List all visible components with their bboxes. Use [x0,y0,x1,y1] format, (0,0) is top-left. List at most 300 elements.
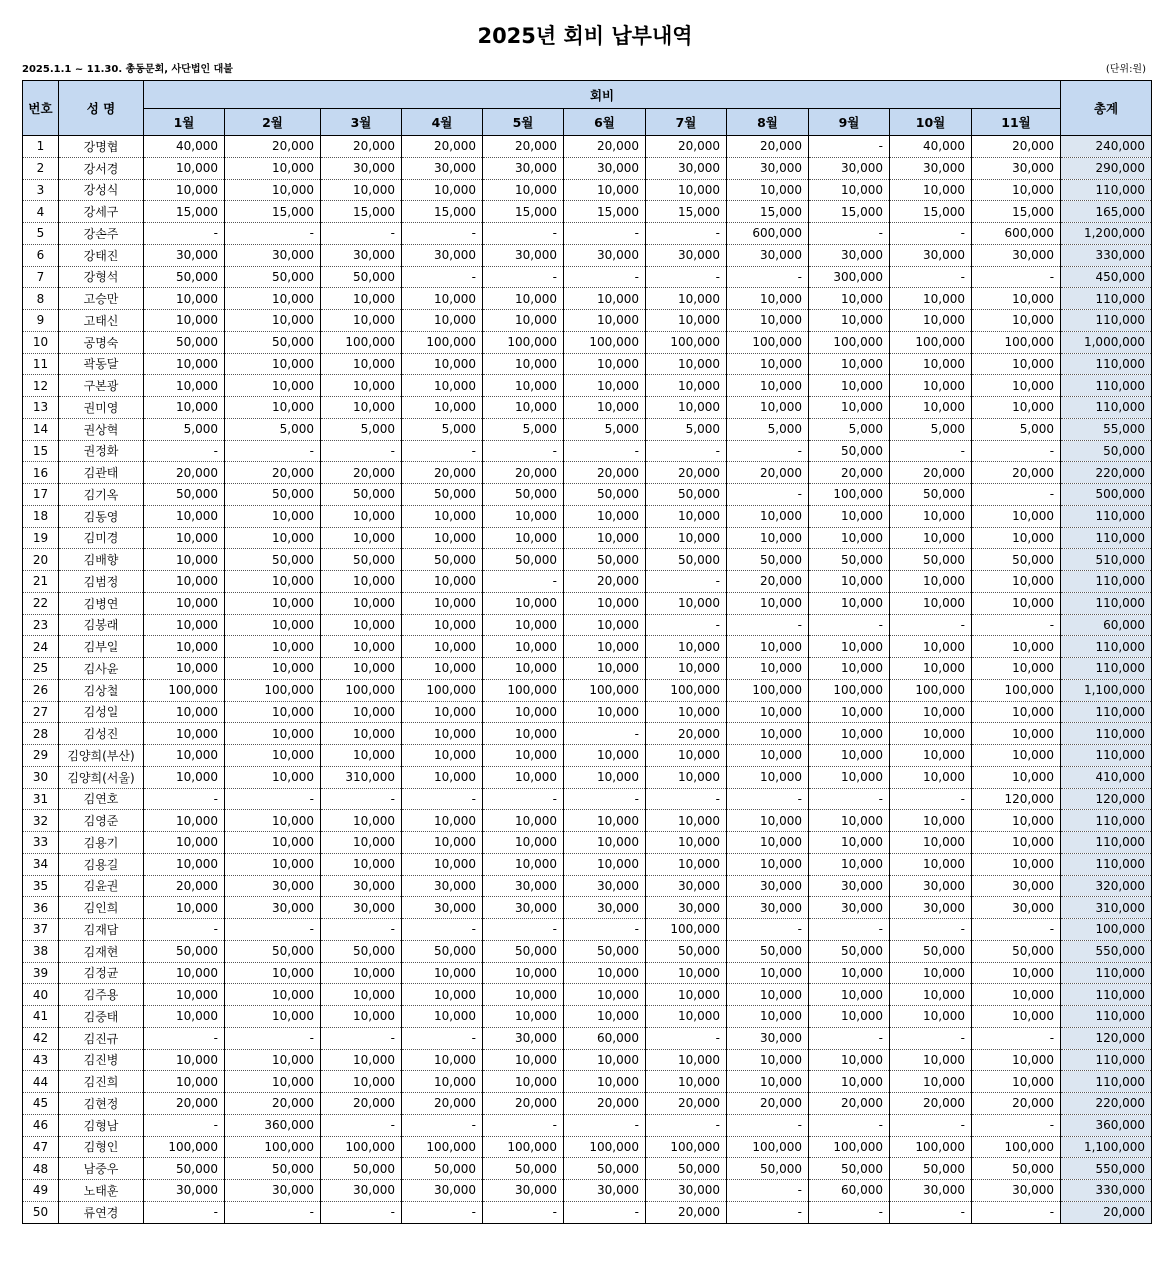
month-amount: 10,000 [727,723,809,745]
month-amount: 10,000 [321,1049,402,1071]
row-total: 110,000 [1061,658,1152,680]
month-amount: 10,000 [972,375,1061,397]
table-row [23,897,1152,919]
month-amount: 10,000 [890,1071,972,1093]
row-number: 3 [23,179,59,201]
member-name: 구본광 [59,375,144,397]
month-amount: 50,000 [225,549,321,571]
month-amount: 310,000 [321,766,402,788]
month-amount: 10,000 [321,1071,402,1093]
row-number: 24 [23,636,59,658]
month-amount: 10,000 [809,745,890,767]
member-name: 김양희(부산) [59,745,144,767]
month-amount: 10,000 [321,505,402,527]
month-amount: 10,000 [321,527,402,549]
month-amount: 10,000 [727,527,809,549]
month-amount: 10,000 [483,658,564,680]
month-amount: 100,000 [483,1136,564,1158]
month-amount: 10,000 [809,658,890,680]
month-amount: 10,000 [321,853,402,875]
month-amount: 10,000 [809,179,890,201]
table-row [23,1158,1152,1180]
member-name: 권상혁 [59,418,144,440]
member-name: 김봉래 [59,614,144,636]
month-amount: 10,000 [564,1006,646,1028]
table-row [23,766,1152,788]
month-amount: 10,000 [483,1006,564,1028]
month-amount: 30,000 [402,1180,483,1202]
month-amount: 30,000 [890,897,972,919]
month-amount: - [646,571,727,593]
month-amount: 50,000 [402,940,483,962]
month-amount: 50,000 [809,940,890,962]
month-amount: 100,000 [402,679,483,701]
header-name: 성 명 [59,81,144,136]
month-amount: 30,000 [809,244,890,266]
header-fee: 회비 [144,81,1061,109]
month-amount: 20,000 [564,136,646,158]
month-amount: 10,000 [972,810,1061,832]
row-total: 110,000 [1061,723,1152,745]
month-amount: 10,000 [225,179,321,201]
row-number: 12 [23,375,59,397]
month-amount: 10,000 [727,962,809,984]
month-amount: 50,000 [727,940,809,962]
month-amount: 15,000 [402,201,483,223]
month-amount: - [144,1201,225,1223]
member-name: 김미경 [59,527,144,549]
month-amount: - [727,440,809,462]
table-row [23,266,1152,288]
month-amount: 20,000 [646,1201,727,1223]
month-amount: 10,000 [890,179,972,201]
month-amount: 10,000 [402,1049,483,1071]
month-amount: 10,000 [646,832,727,854]
month-amount: 10,000 [483,397,564,419]
month-amount: - [402,919,483,941]
month-amount: 10,000 [972,853,1061,875]
month-amount: 10,000 [402,397,483,419]
month-amount: 50,000 [646,940,727,962]
month-amount: 10,000 [890,397,972,419]
month-amount: 10,000 [144,1071,225,1093]
month-amount: 10,000 [483,636,564,658]
month-amount: 10,000 [225,636,321,658]
month-amount: 100,000 [809,679,890,701]
month-amount: 10,000 [972,962,1061,984]
row-total: 110,000 [1061,810,1152,832]
month-amount: 50,000 [646,484,727,506]
month-amount: - [321,919,402,941]
month-amount: 10,000 [646,853,727,875]
row-number: 20 [23,549,59,571]
month-amount: 10,000 [225,310,321,332]
month-amount: 30,000 [809,157,890,179]
member-name: 김진병 [59,1049,144,1071]
month-amount: 50,000 [809,549,890,571]
month-amount: 10,000 [483,832,564,854]
month-amount: 30,000 [564,875,646,897]
header-month: 10월 [890,109,972,136]
row-number: 50 [23,1201,59,1223]
row-number: 22 [23,592,59,614]
month-amount: 10,000 [402,853,483,875]
month-amount: 20,000 [564,571,646,593]
month-amount: 10,000 [972,397,1061,419]
month-amount: - [564,723,646,745]
row-total: 360,000 [1061,1114,1152,1136]
row-total: 290,000 [1061,157,1152,179]
month-amount: 10,000 [890,723,972,745]
row-number: 17 [23,484,59,506]
row-total: 120,000 [1061,1027,1152,1049]
month-amount: 10,000 [564,658,646,680]
month-amount: 20,000 [483,462,564,484]
month-amount: 50,000 [225,1158,321,1180]
row-total: 110,000 [1061,636,1152,658]
month-amount: 10,000 [225,1049,321,1071]
row-total: 330,000 [1061,1180,1152,1202]
month-amount: 20,000 [727,462,809,484]
month-amount: 10,000 [225,397,321,419]
month-amount: 10,000 [564,179,646,201]
month-amount: 10,000 [402,571,483,593]
month-amount: 10,000 [646,962,727,984]
row-total: 110,000 [1061,397,1152,419]
header-month: 6월 [564,109,646,136]
row-total: 110,000 [1061,832,1152,854]
month-amount: 10,000 [646,397,727,419]
month-amount: 10,000 [321,1006,402,1028]
month-amount: 10,000 [646,658,727,680]
month-amount: 15,000 [321,201,402,223]
month-amount: - [972,1201,1061,1223]
month-amount: 10,000 [144,179,225,201]
header-month: 5월 [483,109,564,136]
header-month: 1월 [144,109,225,136]
month-amount: 10,000 [809,1049,890,1071]
month-amount: 20,000 [890,1093,972,1115]
month-amount: 50,000 [972,1158,1061,1180]
month-amount: 50,000 [225,266,321,288]
month-amount: 10,000 [402,375,483,397]
month-amount: 10,000 [809,505,890,527]
row-number: 2 [23,157,59,179]
month-amount: 5,000 [727,418,809,440]
table-row [23,1006,1152,1028]
row-number: 46 [23,1114,59,1136]
month-amount: - [564,919,646,941]
table-row [23,136,1152,158]
member-name: 김성일 [59,701,144,723]
month-amount: 10,000 [483,353,564,375]
month-amount: - [727,919,809,941]
table-row [23,1180,1152,1202]
table-row [23,1201,1152,1223]
month-amount: 20,000 [564,462,646,484]
month-amount: 10,000 [225,745,321,767]
month-amount: - [483,266,564,288]
month-amount: - [144,1027,225,1049]
month-amount: 10,000 [727,505,809,527]
month-amount: 30,000 [483,157,564,179]
month-amount: 10,000 [144,549,225,571]
month-amount: 10,000 [402,505,483,527]
month-amount: 60,000 [809,1180,890,1202]
month-amount: 50,000 [646,549,727,571]
month-amount: 10,000 [402,745,483,767]
month-amount: 30,000 [727,897,809,919]
table-row [23,310,1152,332]
month-amount: 30,000 [646,897,727,919]
member-name: 강태진 [59,244,144,266]
month-amount: - [727,484,809,506]
month-amount: 20,000 [402,462,483,484]
month-amount: 10,000 [809,701,890,723]
month-amount: 20,000 [144,875,225,897]
month-amount: 50,000 [890,940,972,962]
month-amount: 10,000 [564,1071,646,1093]
month-amount: - [972,484,1061,506]
month-amount: 10,000 [890,701,972,723]
month-amount: 10,000 [972,636,1061,658]
month-amount: 10,000 [402,636,483,658]
row-number: 6 [23,244,59,266]
month-amount: 10,000 [890,984,972,1006]
month-amount: 20,000 [890,462,972,484]
month-amount: 10,000 [646,766,727,788]
month-amount: 50,000 [144,484,225,506]
month-amount: 100,000 [564,1136,646,1158]
table-row [23,484,1152,506]
month-amount: 30,000 [564,1180,646,1202]
table-row [23,527,1152,549]
month-amount: 10,000 [225,375,321,397]
row-number: 43 [23,1049,59,1071]
row-number: 33 [23,832,59,854]
month-amount: 20,000 [972,1093,1061,1115]
month-amount: 30,000 [890,157,972,179]
month-amount: 50,000 [727,549,809,571]
month-amount: - [890,788,972,810]
member-name: 강성식 [59,179,144,201]
row-total: 1,000,000 [1061,331,1152,353]
member-name: 권정화 [59,440,144,462]
month-amount: 30,000 [402,897,483,919]
month-amount: 10,000 [402,810,483,832]
month-amount: 10,000 [225,701,321,723]
member-name: 류연경 [59,1201,144,1223]
month-amount: 10,000 [646,1071,727,1093]
month-amount: 10,000 [809,592,890,614]
row-total: 110,000 [1061,353,1152,375]
table-row [23,940,1152,962]
month-amount: - [321,223,402,245]
row-number: 34 [23,853,59,875]
month-amount: 10,000 [890,353,972,375]
month-amount: 10,000 [144,592,225,614]
header-month: 11월 [972,109,1061,136]
month-amount: - [225,1027,321,1049]
month-amount: 10,000 [809,375,890,397]
month-amount: 10,000 [727,353,809,375]
month-amount: 10,000 [483,310,564,332]
table-row [23,919,1152,941]
member-name: 김형남 [59,1114,144,1136]
month-amount: 5,000 [483,418,564,440]
table-row [23,832,1152,854]
month-amount: 15,000 [972,201,1061,223]
month-amount: 50,000 [225,940,321,962]
month-amount: 50,000 [564,549,646,571]
month-amount: 30,000 [483,897,564,919]
row-total: 110,000 [1061,984,1152,1006]
month-amount: 10,000 [144,766,225,788]
month-amount: 10,000 [727,1049,809,1071]
row-number: 42 [23,1027,59,1049]
row-number: 41 [23,1006,59,1028]
month-amount: 30,000 [225,875,321,897]
row-number: 9 [23,310,59,332]
month-amount: 30,000 [809,897,890,919]
row-number: 8 [23,288,59,310]
month-amount: 5,000 [402,418,483,440]
month-amount: - [972,614,1061,636]
month-amount: 10,000 [483,592,564,614]
row-number: 32 [23,810,59,832]
month-amount: 10,000 [564,592,646,614]
month-amount: - [402,1114,483,1136]
table-row [23,1136,1152,1158]
month-amount: 100,000 [321,331,402,353]
month-amount: 50,000 [972,549,1061,571]
month-amount: 20,000 [809,1093,890,1115]
month-amount: 10,000 [225,157,321,179]
month-amount: 10,000 [225,353,321,375]
month-amount: 10,000 [483,288,564,310]
month-amount: 10,000 [144,571,225,593]
table-row [23,875,1152,897]
month-amount: 100,000 [727,331,809,353]
month-amount: - [727,1201,809,1223]
table-row [23,701,1152,723]
month-amount: - [225,788,321,810]
month-amount: 10,000 [483,527,564,549]
member-name: 김진규 [59,1027,144,1049]
header-month: 7월 [646,109,727,136]
row-total: 110,000 [1061,745,1152,767]
month-amount: 10,000 [809,1071,890,1093]
month-amount: 50,000 [483,1158,564,1180]
month-amount: 100,000 [809,484,890,506]
month-amount: 50,000 [321,940,402,962]
month-amount: 10,000 [564,701,646,723]
table-row [23,418,1152,440]
month-amount: 10,000 [564,962,646,984]
month-amount: 10,000 [890,571,972,593]
member-name: 김상철 [59,679,144,701]
month-amount: 50,000 [144,266,225,288]
table-row [23,679,1152,701]
member-name: 김재담 [59,919,144,941]
month-amount: 10,000 [972,179,1061,201]
fee-table [22,80,1152,1224]
month-amount: 20,000 [225,462,321,484]
month-amount: - [564,1201,646,1223]
month-amount: 20,000 [727,571,809,593]
month-amount: 100,000 [890,1136,972,1158]
month-amount: - [972,1114,1061,1136]
row-number: 19 [23,527,59,549]
month-amount: 50,000 [402,549,483,571]
month-amount: 10,000 [144,984,225,1006]
row-total: 110,000 [1061,310,1152,332]
month-amount: 10,000 [727,592,809,614]
month-amount: - [890,440,972,462]
month-amount: 10,000 [321,375,402,397]
table-row [23,723,1152,745]
month-amount: 10,000 [402,310,483,332]
month-amount: - [727,788,809,810]
row-number: 5 [23,223,59,245]
month-amount: - [321,1201,402,1223]
month-amount: 30,000 [727,1027,809,1049]
row-number: 11 [23,353,59,375]
row-number: 23 [23,614,59,636]
month-amount: 100,000 [646,1136,727,1158]
month-amount: 10,000 [225,571,321,593]
month-amount: - [144,788,225,810]
header-no: 번호 [23,81,59,136]
member-name: 김연호 [59,788,144,810]
month-amount: 10,000 [646,592,727,614]
month-amount: 100,000 [321,1136,402,1158]
month-amount: - [144,440,225,462]
row-total: 110,000 [1061,571,1152,593]
row-number: 27 [23,701,59,723]
month-amount: 10,000 [483,1049,564,1071]
month-amount: 100,000 [727,1136,809,1158]
month-amount: 20,000 [144,462,225,484]
month-amount: 10,000 [646,353,727,375]
month-amount: 5,000 [646,418,727,440]
month-amount: 10,000 [646,1049,727,1071]
month-amount: - [483,1114,564,1136]
table-row [23,962,1152,984]
month-amount: 600,000 [972,223,1061,245]
table-row [23,375,1152,397]
month-amount: 100,000 [483,331,564,353]
month-amount: 50,000 [564,940,646,962]
month-amount: 10,000 [225,288,321,310]
table-row [23,984,1152,1006]
member-name: 강형석 [59,266,144,288]
month-amount: 10,000 [402,701,483,723]
month-amount: 10,000 [727,1071,809,1093]
month-amount: 30,000 [564,897,646,919]
month-amount: - [809,223,890,245]
row-total: 110,000 [1061,527,1152,549]
month-amount: - [483,919,564,941]
header-month: 8월 [727,109,809,136]
month-amount: 10,000 [972,984,1061,1006]
month-amount: 30,000 [321,875,402,897]
month-amount: 50,000 [321,484,402,506]
month-amount: 10,000 [144,375,225,397]
month-amount: 10,000 [144,1006,225,1028]
month-amount: 10,000 [727,397,809,419]
month-amount: 10,000 [402,832,483,854]
